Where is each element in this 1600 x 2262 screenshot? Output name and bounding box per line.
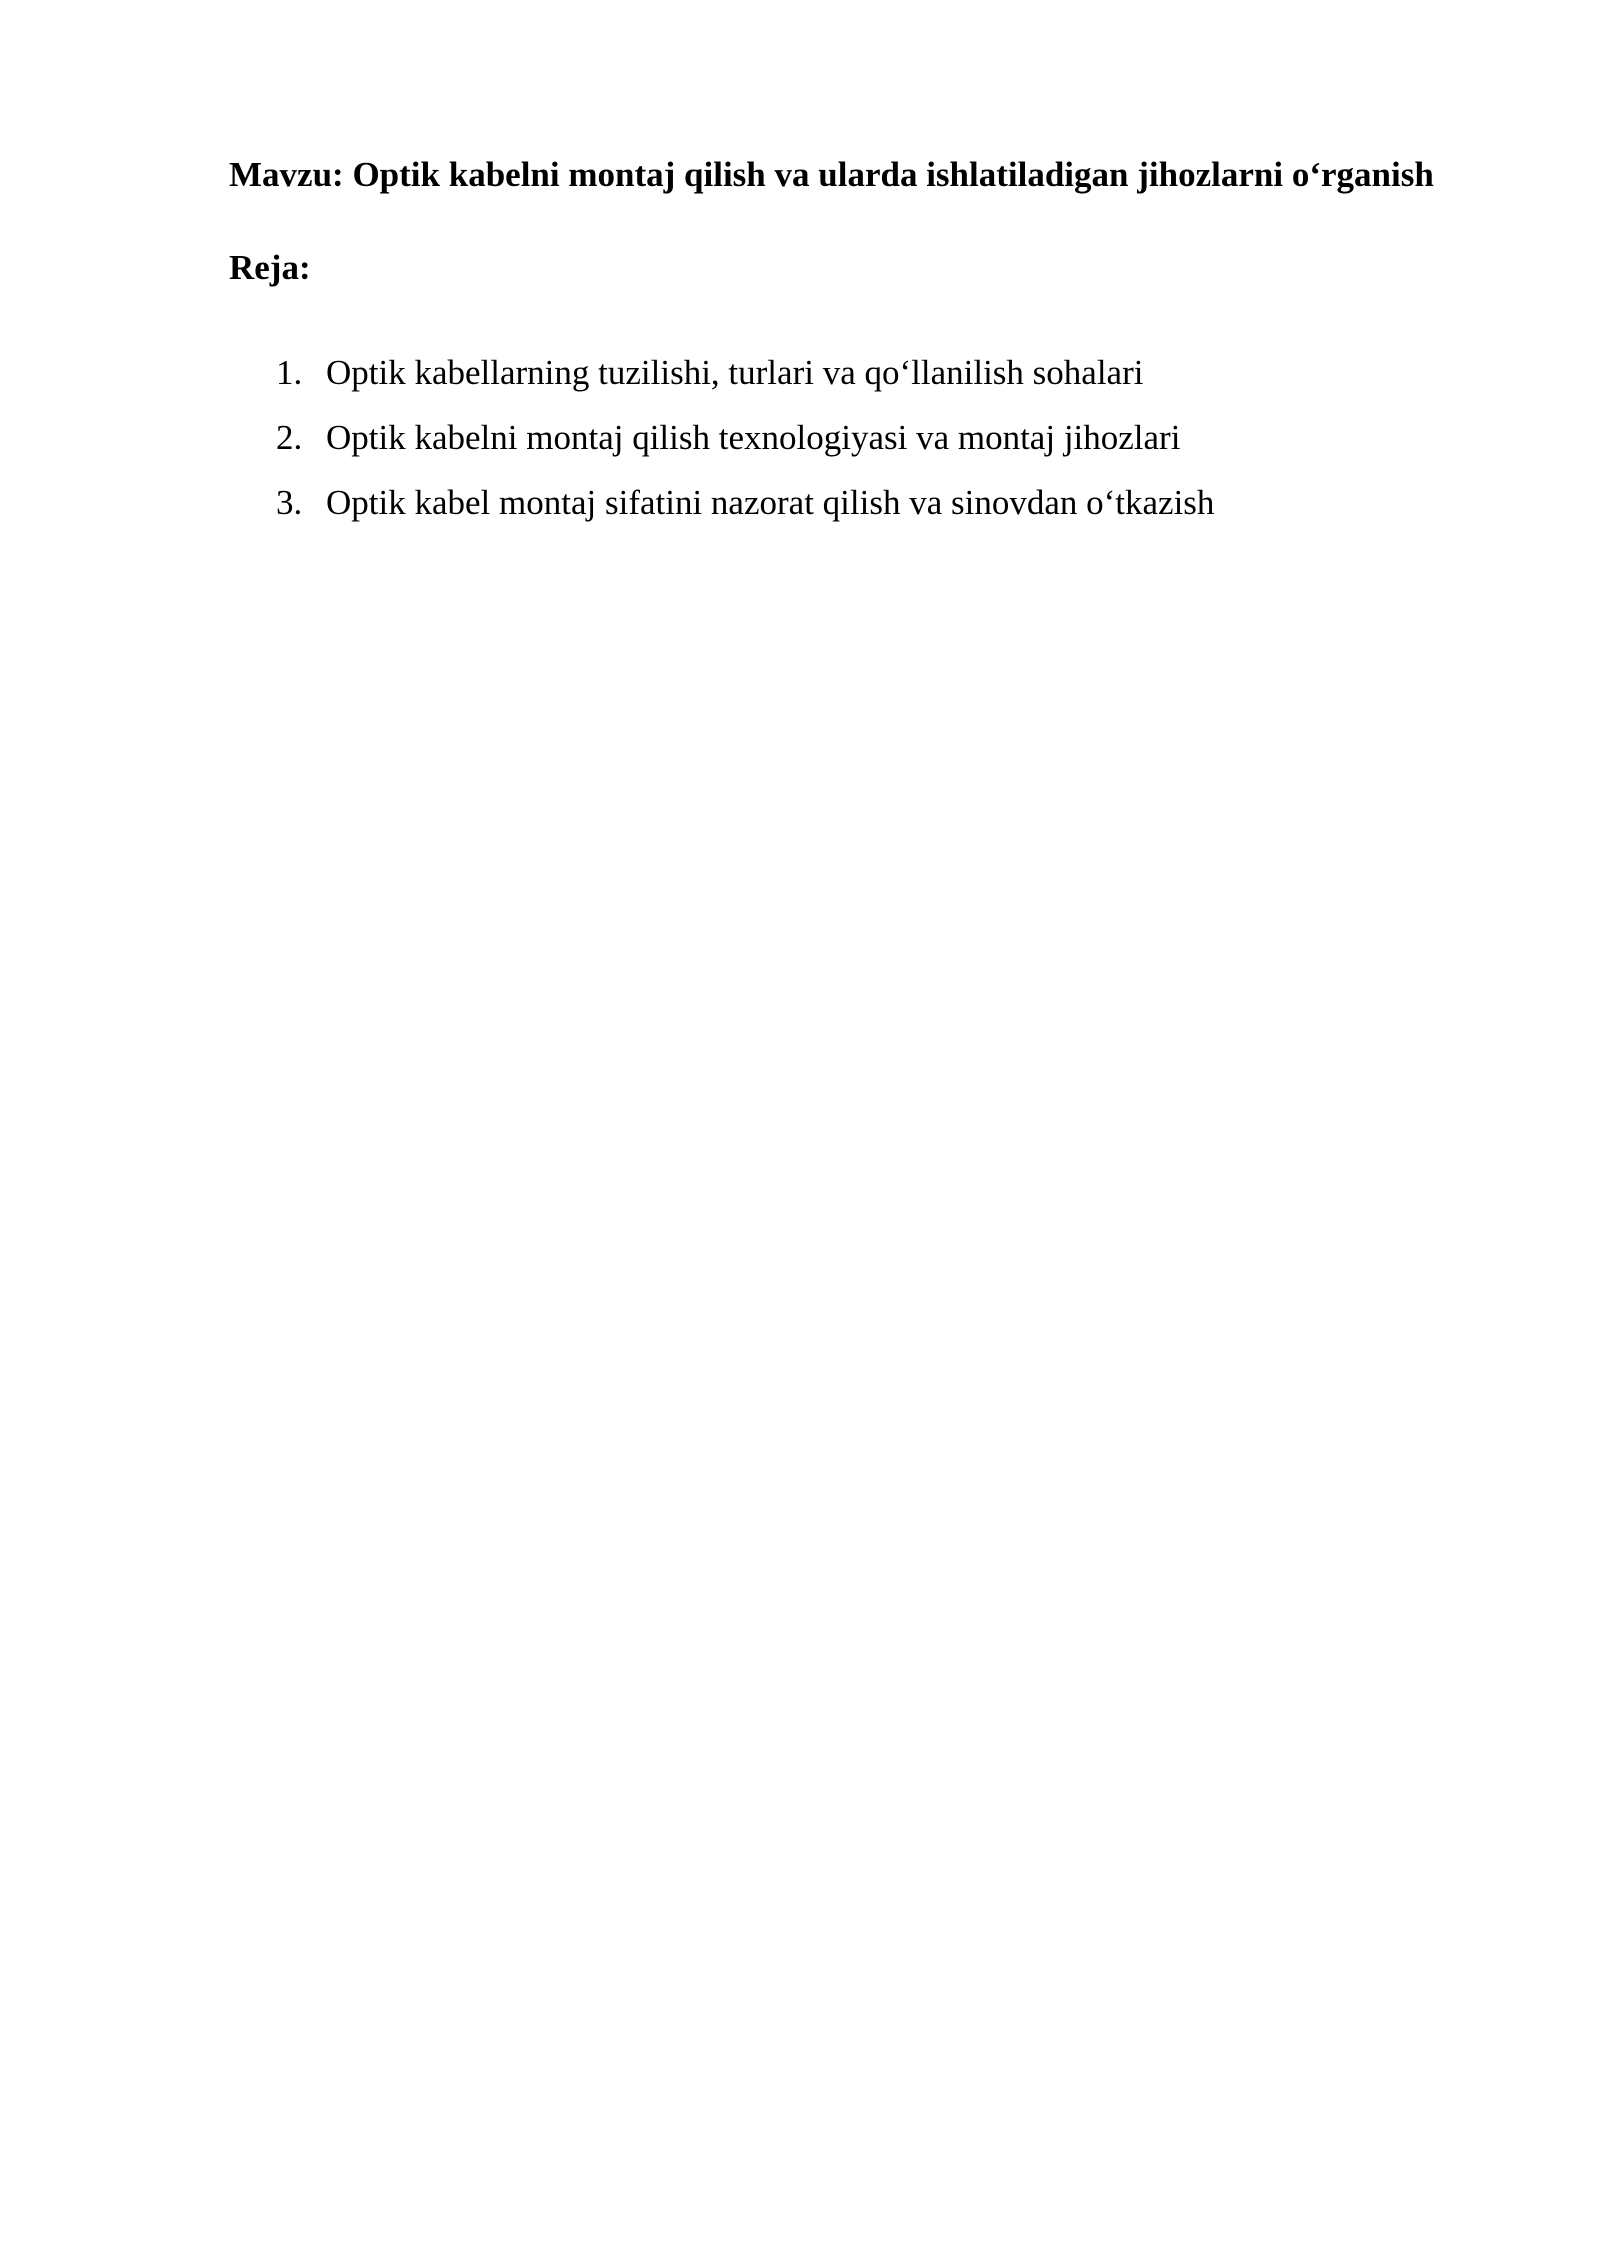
plan-item	[229, 470, 1486, 535]
plan-list	[229, 340, 1486, 535]
plan-item-number: 1.	[276, 353, 303, 392]
plan-item	[229, 340, 1486, 405]
document-body	[229, 142, 1486, 535]
plan-item-number: 3.	[276, 483, 303, 522]
document-title: Mavzu: Optik kabelni montaj qilish va ularda ishlatiladigan jihozlarni o‘rganish	[229, 155, 1434, 194]
plan-item-text: Optik kabellarning tuzilishi, turlari va qo‘llanilish sohalari	[326, 353, 1144, 392]
plan-item	[229, 405, 1486, 470]
plan-heading: Reja:	[229, 248, 311, 287]
plan-item-number: 2.	[276, 418, 303, 457]
plan-item-text: Optik kabelni montaj qilish texnologiyasi va montaj jihozlari	[326, 418, 1181, 457]
plan-item-text: Optik kabel montaj sifatini nazorat qilish va sinovdan o‘tkazish	[326, 483, 1215, 522]
